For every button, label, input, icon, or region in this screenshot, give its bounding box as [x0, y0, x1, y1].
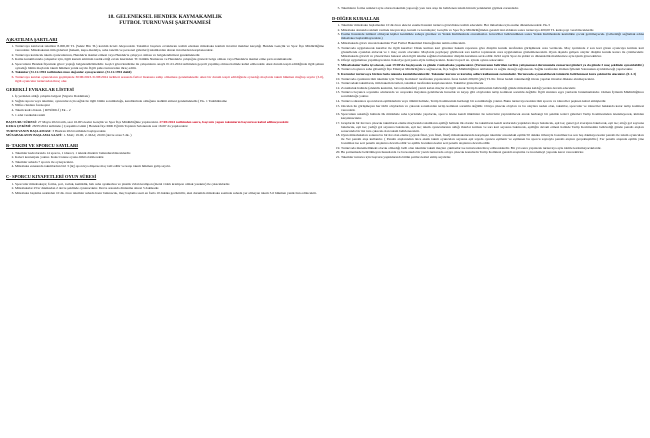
list-item: 2. Turnuvaya katılacak takım oyuncularının, Hendek'te ikamet etmesi veya Hendek'te çalışıyor olması ve belgelendirmesi gerekmektedir. — [15, 53, 324, 57]
saat-label: MÜSABAKANIN BAŞLAMA SAATİ: — [6, 133, 63, 138]
kura-text: 28/05/2024 tarihinde ( Çarşamba Günü ) Hendek İlçe Milli Eğitim Toplantı Salonunda saat 16.00' da yapılacaktır — [32, 124, 188, 129]
list-item: 1. Sporcular müsabakaya; forma, şort, tozluk, kemiklik, halı saha ayakkabısı ve plastik vidalı krampon (metal vidalı krampon olmak yasaktır) ile çıkacaklardır. — [15, 182, 324, 186]
turnuva-label: TURNUVANIN BAŞLAMASI: — [6, 128, 52, 133]
list-item: 15. Oncelen ile görüşmeyen her türlü olaylardan ve çıkacak sorunlardan tertip komitesi sorumlu değildir. Ortaya çıkacak olayları ve bu olaylara neden olan, takımlar, sporcular ve idareciler hakkında karar tertip komitesi verecektir. — [341, 104, 644, 112]
list-item: 13. Turnuva boyunca soyunma odalarında ve otoparkta meydana gelebilecek hırsızlık ve kayıp gibi olaylardan tertip komitesi sorumlu değildir. İlgili alanlara eşya yanlarda bırakmamalıdır. Osman İyilenm Müdürlüğünce sorumluluğu yoktur. — [341, 90, 644, 98]
kura-cekimi — [6, 124, 324, 128]
basvuru-warning: 27/05/2024 tarihinden sonra, başvuru yapan takımların başvurusu kabul edilmeyecektir. — [159, 119, 289, 124]
document-title — [6, 14, 324, 27]
saat-text: 1. MAÇ 19.00, 2. MAÇ 20.00 (devre arası 5 dk. ) — [63, 133, 132, 138]
list-item: 2. Müsabakalar 25'er dakikadan 2 devre şeklinde oynanacaktır. Devre arasında dinlenme süresi 5 dakikadır. — [15, 186, 324, 190]
list-item: 4. Sporcuların Hendek İlçesinde görev yaptığı belgelendirilmelidir. Geçici görevlendirme ile çalışanların onaylı 01.01.2024 tarihinden geçerli yapılmış olması halinde kabul edilecektir. Aksi durum tespit edildiğinde ilgili şahsın oynadığı bütün maçlarda takım hükmen yenik sayılır. İlgili şahıs turnuvadan ihraç edilir. — [15, 62, 324, 70]
list-item: 6. Ofsayt uygulaması yapılmayacaktır. Kaleciye geri pasta elyle tutmayacaktır. Kaleci topu 6 sn. içinde oyuna sokacaktır. — [341, 58, 644, 62]
list-item: 11. Turnuvadaki takımların, tüm hakem ücretleri, takımlar tarafından karşılanacaktır. Takımlar gösterilecek — [341, 81, 644, 85]
list-item: 5. Turnuvada uygulanacak kurallar ile ilgili kurallar: Direk kırmızı kart görenler hakem raporuna göre disiplin kurulu tarafından görüşülerek ceza verilecek. Maç içerisinde 2 sarı kart gören oyuncuya kırmızı kart gösterilerek oyundan atılacak ve 1 maç cezalı olacaktır. Maçlarda peydepey görülecek sarı kartlar toplanarak ceza uygulanması gözlemlenecektir. Oyun dışında gelişen olaylar disiplin kurulu kararı ile çözülecektir. Müsabakada görevli ve yöneticilere hakaret eden ilgili takıma sağlıkta bulunanlar disiplin kuruluna sevk edilir. 6222 sayılı Spor da şiddet ve düzensizlik maddesince aynı işlem görecektirler. — [341, 46, 644, 58]
list-item: 5. Takımlar (31.12.1994 tarihinden önce doğanlar oynayacaktır. (31.12.1994 dahil) — [15, 70, 324, 74]
list-item: 21. Takımlar turnuva için başvuru yaptıklarında bütün şartları kabul etmiş sayılırlar. — [341, 155, 644, 159]
list-item: 4. Takım kadro listesi. ( RESİMLİ ) Ek – 2 — [15, 108, 324, 112]
evrak-list — [6, 94, 324, 116]
basvuru-suresi — [6, 120, 324, 124]
list-item: 20. Bu şartnamede belirtilmeyen hususlarda ve bu konuda bir yazılı turnuvada ortaya çıkacak konularda Tertip Komitesi gerekli araştırma ve incelemeyi yaparak karar verecektirler. — [341, 150, 644, 154]
list-item: 19. Turnuvada mutemetlikteki olacak olmadığı belli olan takımlar takım maçları çıkmazlar ise turnuvadan ihraç edileceklerdir. Bir yıl sonra yapılacak turnuvaya aynı isimle katılamayacaklardır. — [341, 146, 644, 150]
right-column — [332, 6, 644, 160]
list-item: 1. Takımlar kadrolarında 14 sporcu, 1 idareci, 1 teknik direktör bulundurabileceklerdir. — [15, 151, 324, 155]
list-item: 3. Müsabaka başlama saatinden 10 dk. önce takımlar sahada hazır bulunacak, maç başlama saati en fazla 10 dakika geciktirilir, aksi durumda müsabaka saatinde sahada yer almayan takım 3-0 hükmen yenik ilan edilecektir. — [15, 191, 324, 195]
baslama-saati — [6, 133, 324, 137]
basvuru-text: 27 Mayıs 2024 tarih, saat 16.00'a kadar Gençlik ve Spor İlçe Müdürlüğüne yapılacaktır. — [37, 119, 159, 124]
list-item: 18. Oyun müsabakaları sonunu bu bir üst olan eleme (çeyrek final, yarı final, final) müsabakalarında karşılaşan takımlar arasındaki eşitlik 50 dakika itibarıyla bozulmaz ise son beş dakikaya kadar penaltı ile takım oyuncuları ile 3'er penaltı atışı kullanılır. ( Penaltı atışlarından önce eksik takım oyuncuları sayısına eşit sayıda oyuncu eşitlenir ve eşitlenen bu sporcu sayısıyla penaltı atışları gerçekleştirilir.) 3'er penaltı atışında eşitlik yine bozulmaz ise seri penaltı atışlarına devam edilir ve eşitlik bozuluna kadar seri penaltı atışlarına devam edilir. — [341, 133, 644, 145]
turnuva-text: 3 Haziran 2024 tarihinde başlayacaktır. — [52, 128, 107, 133]
diger-list — [332, 23, 644, 159]
list-item: 6. Turnuvaya katılan oyuncuların geçmişinde 30/06/2023-31/08/2024 tarihleri arasında futbol lisansına sahip olmaması gerekmektedir. Aksi bir durum tespit edildiğinde oynadığı maçlarda takım hükmen mağlup sayılır (3-0), ilgili oyuncular turnuvadan ihraç olur. — [15, 75, 324, 83]
list-item: 1. Turnuvaya katılacak takımlar 8.000,00 TL (Sekiz Bin TL) katılım ücreti ödeyecektir. Takımlar başvuru evraklarını teslim ederken müsabaka katılım ücretini makbuz karşılığı Hendek Gençlik ve Spor İlçe Müdürlüğüne verecekler. Müsabakanın tüm giderleri (hakem, kupa-madalya, saha tanzim ve personel giderleri) takımlardan alınan ücretlerden karşılanacaktır. — [15, 44, 324, 52]
list-item: 2. Sağlık raporu veya takımlar, oyuncuları için sağlık ile ilgili bütün sorumluluğu, kendilerinde olduğunu taahhüt etmesi gerekmektedir.( Ek- 1 Taahhütname — [15, 99, 324, 103]
basvuru-label: BAŞVURU SÜRESİ: — [6, 119, 38, 124]
list-item: 4. Müsabakada görev alacak hakemler Faal Futbol Hakemleri Derneğinden temin edilecektir. — [341, 41, 644, 45]
list-item: 4. Müsabaka esnasında takımlardan biri 3 (üç) sporcuya düşerse maç tatil edilir ve karşı takım hükmen galip sayılır. — [15, 164, 324, 168]
list-item: 5. Takımların forma renkleri aynı olursa hakemin yapacağı yazı tura atışı ile belirlenen takım hücum yeleklerini giymek zorundadır. — [341, 6, 644, 10]
list-item: 10. Turnuvada oyunların tüm takımlar için 'Tertip Komitesi' tarafından yapılacaktır. İsraz bedeli 200,00 (yüz) TL'dir. İtiraz bedeli ödenmediği itirazı yapılan itirazlar dikkate alınmayacaktır. — [341, 77, 644, 81]
left-column — [6, 6, 324, 195]
list-item: 8. Turnuva boyunca saha güvenliği İlçe Emniyet Müdürlüğünce sağlanacak, İlçe Sağlık Müdürlüğünce ambulans ve sağlık desteği sağlanacak. Sağlık tarafından Osman İyilenm Salonunun ayrılabileceği yapılacaktır. — [341, 67, 644, 71]
list-item: 9. Kurunlar turnuvaya birden fazla takımla katılabileceklerdir. Takımlar kurum ve kuruluş adları kullanmak zorundadır. Turnuvada oynanabilecek isimlerin belirlenmesi kura çekimi ile olacaktır. (0-1-3) — [341, 72, 644, 76]
kiyafet-list-continued — [332, 6, 644, 10]
list-item: 12. Zorunluluk halinde (elektrik kesintisi, hava muhalefeti) yarım kalan maçlar da ilgili olarak Tertip Komitesinin belirlediği günde müsabaka kaldığı yerden devam edecektir. — [341, 86, 644, 90]
list-item: 14. Turnuva süresince sporcuların eşitliklerinin veya ölümü halinde, Tertip Komitesinin herhangi bir sorumluluğu yoktur. Bunu turnuvaya katılan tüm sporcu ve idareciler peşinen kabul etmişlerdir. — [341, 99, 644, 103]
kiyafet-list — [6, 182, 324, 195]
section-heading-takim: B- TAKIM VE SPORCU SAYILARI — [6, 143, 79, 149]
list-item: 2. Kaleci kontenjanı yoktur. Kaleci istene oyuna dâhil olabilecektir. — [15, 155, 324, 159]
list-item: 17. Gruplarda bir üst tura çıkacak takımların eleme maçlarında takımların eşitliği halinde ilk olarak: bu takımların kendi aralarında yaptıkları maça bakılacak, eşit ise; genel gol averajına bakılacak, eşit ise; attığı gol sayısına bakılacak, eşit ise; yediği gol sayısına bakılacak, eşit ise; takım oyuncularının aldığı ihtarlar kırmızı ve sarı kart sayısına bakılacak, eşitliğin devam etmesi halinde Tertip Komitesinin belirlediği günde penaltı atışları sonucunda bir üst tura çıkacak olan takım belirlenecektir. — [341, 121, 644, 133]
list-item: 16. Sporcunun sakatlığı halinde ilk müdahale saha içerisinde yapılacak, sporcu istene kendi imkânları ile tedavisini yaptırabilecek ancak herhangi bir şekilde tedavi giderleri Tertip Komitesinden istenmeyecek, kimden karşılanacaktır. — [341, 112, 644, 120]
list-item: 3. Nüfus cüzdanı fotokopisi — [15, 103, 324, 107]
section-heading-kiyafet: C- SPORCU KIYAFETLERİ OYUN SÜRESİ — [6, 174, 97, 180]
title-line-2: FUTBOL TURNUVASI ŞARTNAMESİ — [119, 20, 211, 27]
list-item: 1. İş yerinden aldığı çalışma belgesi (Sigorta Dokümanı) — [15, 94, 324, 98]
section-heading-evrak: GEREKLİ EVRAKLAR LİSTESİ — [6, 86, 74, 92]
title-line-1: 18. GELENEKSEL HENDEK KAYMAKAMLIK — [107, 14, 223, 20]
list-item: 3. Esame listesinde isimleri olmayan kişiler kesinlikle sahaya giremez ve Yedek Kulübesinde oturamazlar. Görevliler belirlendikten sonra Yedek Kulübesinde kesinlikle çocuk getirmeyecek. (Güvenliği sağlamak adına müsabaka başlatılmayacaktır.) — [341, 32, 644, 40]
section-heading-diger: D-DİĞER KURALLAR — [332, 16, 380, 21]
section-heading-katilma: A)KATILMA ŞARTLARI — [6, 36, 58, 42]
kura-label: KURA ÇEKİMİ: — [6, 124, 32, 129]
list-item: 2. Müsabaka alanında reklam vermek isteyen kişi, kurum ve kuruluşlar; Gençlik ve Spor İlçe Müdürlüğünden gerekli izni aldıktan sonra turnuvaya 400,00 TL katkı payı verebileceklerdir. — [341, 28, 644, 32]
list-item: 7. Müsabakalar hafta içi olacak, saat 19:00'da başlayacak ve günde 2 müsabaka yapılacaktır. (Turnuvanın belirtilen tarihte yetişmemesi durumunda cumartesi günleri ya da günde 3 maç şeklinde oynatılabilir.) — [341, 63, 644, 67]
list-item: 5. 1 adet vesikalık resim — [15, 113, 324, 117]
katilma-list — [6, 44, 324, 83]
list-item: 3. Takımlar sahada 7 sporcu ile oynayacaktır. — [15, 160, 324, 164]
list-item: 1. Takımlar müsabaka başlamadan 10 dk önce ekte ki esame listesini turnuva görevlisine teslim edecektir. Her müsabaka için esame düzenlenecektir. Ek-3 — [341, 23, 644, 27]
takim-list — [6, 151, 324, 169]
list-item: 3. Kamu kurumlarında çalışanlar için, ilgili kurum amirinin tasdik ettiği evrak üzerinden TC Kimlik Numarası ve Hendek'te çalıştığını gösterir belge olması veya Hendek'te ikamet etme şartı aranmaktadır. — [15, 57, 324, 61]
